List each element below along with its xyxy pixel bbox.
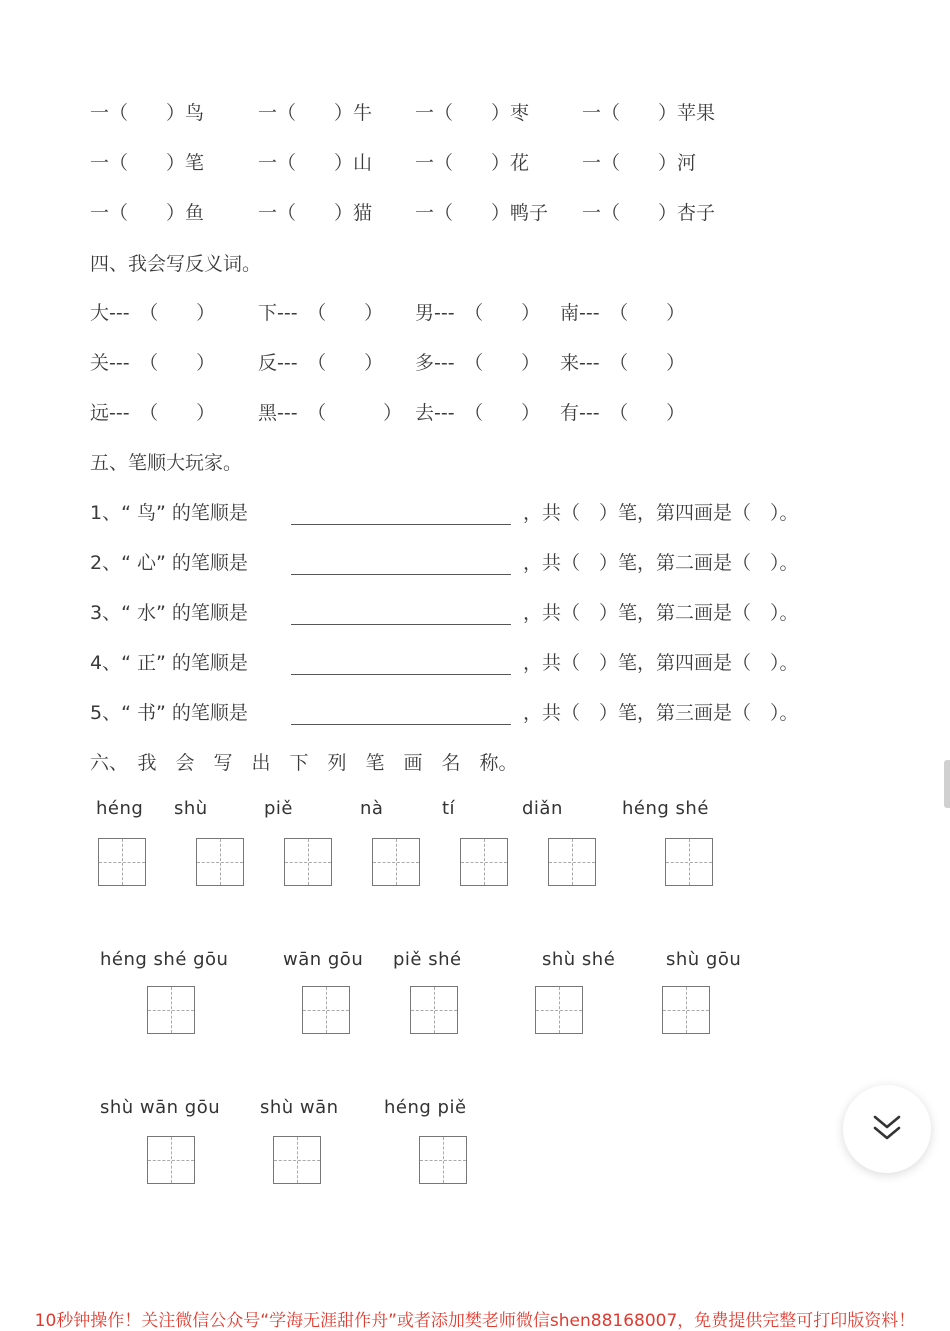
- pinyin-label: héng shé gōu: [100, 949, 229, 970]
- stroke-question-suffix: ，共（ ）笔，第四画是（ ）。: [523, 502, 799, 524]
- answer-blank[interactable]: [291, 524, 511, 525]
- answer-blank[interactable]: [291, 674, 511, 675]
- pinyin-label: piě shé: [393, 949, 462, 970]
- side-scroll-tab[interactable]: [944, 760, 950, 808]
- stroke-question-suffix: ，共（ ）笔，第二画是（ ）。: [523, 602, 799, 624]
- pinyin-label: héng: [96, 798, 144, 819]
- pinyin-label: diǎn: [522, 798, 563, 819]
- double-chevron-down-icon: [873, 1113, 901, 1143]
- measure-item: 一（ ）牛: [258, 102, 373, 124]
- tianzi-grid-box[interactable]: [535, 986, 583, 1034]
- stroke-question-prefix: 1、“ 鸟” 的笔顺是: [90, 502, 248, 524]
- antonym-item: 有--- （ ）: [560, 402, 686, 424]
- pinyin-label: shù shé: [542, 949, 616, 970]
- stroke-question-suffix: ，共（ ）笔，第二画是（ ）。: [523, 552, 799, 574]
- antonym-item: 黑--- （ ）: [258, 402, 403, 424]
- antonym-item: 来--- （ ）: [560, 352, 686, 374]
- tianzi-grid-box[interactable]: [302, 986, 350, 1034]
- tianzi-grid-box[interactable]: [460, 838, 508, 886]
- stroke-question-prefix: 4、“ 正” 的笔顺是: [90, 652, 248, 674]
- measure-item: 一（ ）山: [258, 152, 373, 174]
- pinyin-label: shù wān gōu: [100, 1097, 221, 1118]
- antonym-item: 反--- （ ）: [258, 352, 384, 374]
- antonym-item: 下--- （ ）: [258, 302, 384, 324]
- pinyin-label: shù wān: [260, 1097, 339, 1118]
- stroke-question-prefix: 5、“ 书” 的笔顺是: [90, 702, 248, 724]
- pinyin-label: héng piě: [384, 1097, 467, 1118]
- antonym-item: 大--- （ ）: [90, 302, 216, 324]
- tianzi-grid-box[interactable]: [196, 838, 244, 886]
- tianzi-grid-box[interactable]: [665, 838, 713, 886]
- pinyin-label: wān gōu: [283, 949, 364, 970]
- antonym-item: 关--- （ ）: [90, 352, 216, 374]
- measure-item: 一（ ）鸭子: [415, 202, 549, 224]
- tianzi-grid-box[interactable]: [372, 838, 420, 886]
- measure-item: 一（ ）鸟: [90, 102, 205, 124]
- pinyin-label: piě: [264, 798, 294, 819]
- antonym-item: 南--- （ ）: [560, 302, 686, 324]
- section-6-title: 六、 我 会 写 出 下 列 笔 画 名 称。: [90, 752, 518, 774]
- stroke-question-suffix: ，共（ ）笔，第三画是（ ）。: [523, 702, 799, 724]
- answer-blank[interactable]: [291, 624, 511, 625]
- answer-blank[interactable]: [291, 724, 511, 725]
- stroke-question-prefix: 3、“ 水” 的笔顺是: [90, 602, 248, 624]
- tianzi-grid-box[interactable]: [662, 986, 710, 1034]
- measure-item: 一（ ）花: [415, 152, 530, 174]
- measure-item: 一（ ）猫: [258, 202, 373, 224]
- antonym-item: 男--- （ ）: [415, 302, 541, 324]
- pinyin-label: shù: [174, 798, 208, 819]
- antonym-item: 去--- （ ）: [415, 402, 541, 424]
- section-5-title: 五、笔顺大玩家。: [90, 452, 243, 474]
- measure-item: 一（ ）鱼: [90, 202, 205, 224]
- pinyin-label: héng shé: [622, 798, 709, 819]
- section-4-title: 四、我会写反义词。: [90, 253, 262, 275]
- footer-promo-text: 10秒钟操作！关注微信公众号“学海无涯甜作舟”或者添加樊老师微信shen88168007，免费提供完整可打印版资料！: [34, 1311, 916, 1331]
- tianzi-grid-box[interactable]: [98, 838, 146, 886]
- tianzi-grid-box[interactable]: [410, 986, 458, 1034]
- measure-item: 一（ ）笔: [90, 152, 205, 174]
- measure-item: 一（ ）苹果: [582, 102, 716, 124]
- stroke-question-prefix: 2、“ 心” 的笔顺是: [90, 552, 248, 574]
- pinyin-label: shù gōu: [666, 949, 742, 970]
- pinyin-label: tí: [442, 798, 456, 819]
- antonym-item: 多--- （ ）: [415, 352, 541, 374]
- tianzi-grid-box[interactable]: [147, 1136, 195, 1184]
- scroll-down-button[interactable]: [843, 1085, 931, 1173]
- pinyin-label: nà: [360, 798, 384, 819]
- stroke-question-suffix: ，共（ ）笔，第四画是（ ）。: [523, 652, 799, 674]
- tianzi-grid-box[interactable]: [548, 838, 596, 886]
- tianzi-grid-box[interactable]: [284, 838, 332, 886]
- measure-item: 一（ ）杏子: [582, 202, 716, 224]
- measure-item: 一（ ）枣: [415, 102, 530, 124]
- tianzi-grid-box[interactable]: [419, 1136, 467, 1184]
- answer-blank[interactable]: [291, 574, 511, 575]
- tianzi-grid-box[interactable]: [273, 1136, 321, 1184]
- tianzi-grid-box[interactable]: [147, 986, 195, 1034]
- measure-item: 一（ ）河: [582, 152, 697, 174]
- antonym-item: 远--- （ ）: [90, 402, 216, 424]
